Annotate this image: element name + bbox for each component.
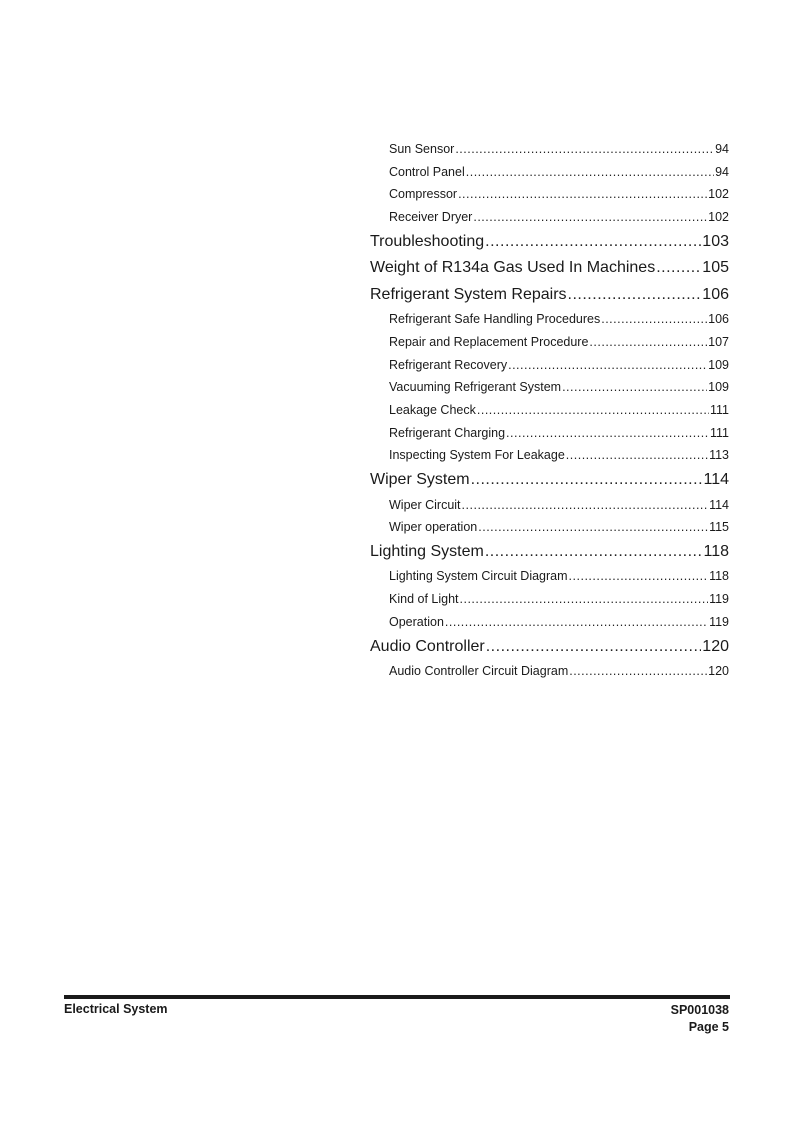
toc-entry-page: 109	[708, 380, 729, 395]
toc-leader-dots	[458, 183, 707, 206]
toc-entry-page: 118	[703, 542, 729, 560]
toc-entry-title: Audio Controller	[370, 637, 485, 655]
toc-entry[interactable]	[389, 444, 729, 467]
toc-entry[interactable]	[389, 422, 729, 445]
toc-leader-dots	[485, 229, 701, 256]
toc-leader-dots	[485, 539, 703, 566]
toc-entry-page: 94	[715, 142, 729, 156]
toc-entry-page: 114	[709, 497, 729, 512]
toc-entry-page: 105	[702, 259, 729, 277]
toc-leader-dots	[473, 206, 707, 229]
toc-entry[interactable]	[389, 494, 729, 517]
toc-entry-title: Leakage Check	[389, 403, 476, 417]
toc-entry[interactable]	[370, 634, 729, 661]
toc-leader-dots	[466, 161, 714, 184]
toc-leader-dots	[601, 308, 707, 331]
toc-entry[interactable]	[389, 376, 729, 399]
toc-leader-dots	[569, 565, 709, 588]
toc-entry-title: Sun Sensor	[389, 142, 455, 156]
toc-entry-page: 111	[709, 403, 729, 417]
toc-leader-dots	[506, 422, 709, 445]
toc-entry-page: 113	[709, 448, 729, 463]
toc-entry-title: Refrigerant Recovery	[389, 357, 508, 372]
toc-entry-page: 120	[708, 664, 729, 678]
toc-entry[interactable]	[389, 399, 729, 422]
toc-entry[interactable]	[389, 565, 729, 588]
footer-rule	[64, 995, 730, 999]
toc-entry[interactable]	[389, 183, 729, 206]
footer-page-number: Page 5	[688, 1020, 729, 1034]
toc-entry-title: Control Panel	[389, 164, 465, 179]
toc-entry-page: 119	[709, 614, 729, 629]
table-of-contents	[370, 138, 729, 683]
toc-entry-page: 120	[702, 637, 729, 655]
toc-entry-page: 118	[709, 569, 729, 584]
toc-entry-title: Audio Controller Circuit Diagram	[389, 664, 569, 678]
toc-entry-page: 109	[708, 357, 729, 372]
toc-entry[interactable]	[370, 229, 729, 256]
toc-entry-title: Troubleshooting	[370, 232, 485, 250]
toc-entry[interactable]	[389, 354, 729, 377]
toc-entry-page: 107	[708, 334, 729, 349]
toc-entry-title: Lighting System Circuit Diagram	[389, 569, 568, 584]
footer-section-title: Electrical System	[64, 1002, 168, 1016]
toc-entry[interactable]	[389, 660, 729, 683]
toc-entry-title: Kind of Light	[389, 592, 459, 607]
toc-entry-page: 106	[708, 312, 729, 327]
toc-entry-page: 119	[709, 592, 729, 607]
toc-leader-dots	[445, 611, 708, 634]
toc-entry-title: Weight of R134a Gas Used In Machines	[370, 259, 656, 277]
toc-entry[interactable]	[389, 308, 729, 331]
toc-entry[interactable]	[370, 255, 729, 282]
toc-entry[interactable]	[389, 206, 729, 229]
toc-entry-title: Refrigerant Charging	[389, 425, 506, 440]
toc-entry-page: 111	[709, 425, 729, 440]
toc-entry-page: 102	[708, 210, 729, 225]
toc-entry-title: Refrigerant System Repairs	[370, 285, 567, 303]
toc-entry-page: 114	[703, 471, 729, 489]
toc-leader-dots	[486, 634, 702, 661]
toc-entry[interactable]	[370, 467, 729, 494]
toc-entry-page: 106	[702, 285, 729, 303]
toc-entry-page: 102	[708, 187, 729, 202]
toc-entry-title: Wiper operation	[389, 520, 478, 535]
toc-entry[interactable]	[389, 331, 729, 354]
toc-entry[interactable]	[370, 282, 729, 309]
toc-leader-dots	[566, 444, 708, 467]
toc-entry-page: 115	[709, 520, 729, 535]
footer-doc-number: SP001038	[670, 1003, 729, 1017]
toc-entry-title: Vacuuming Refrigerant System	[389, 380, 562, 395]
toc-leader-dots	[462, 494, 709, 517]
toc-leader-dots	[460, 588, 709, 611]
toc-leader-dots	[569, 660, 707, 683]
toc-leader-dots	[455, 138, 714, 161]
toc-leader-dots	[562, 376, 707, 399]
toc-entry-title: Wiper Circuit	[389, 497, 461, 512]
toc-entry-title: Repair and Replacement Procedure	[389, 334, 589, 349]
toc-entry[interactable]	[389, 138, 729, 161]
toc-leader-dots	[508, 354, 707, 377]
toc-leader-dots	[589, 331, 707, 354]
toc-entry[interactable]	[389, 516, 729, 539]
toc-entry[interactable]	[389, 161, 729, 184]
toc-entry-title: Receiver Dryer	[389, 210, 473, 225]
toc-entry-title: Lighting System	[370, 542, 484, 560]
toc-entry-page: 94	[715, 164, 729, 179]
toc-entry-title: Compressor	[389, 187, 458, 202]
toc-entry[interactable]	[389, 588, 729, 611]
toc-leader-dots	[656, 255, 701, 282]
toc-leader-dots	[478, 516, 708, 539]
toc-entry-title: Inspecting System For Leakage	[389, 448, 565, 463]
toc-entry[interactable]	[389, 611, 729, 634]
toc-entry[interactable]	[370, 539, 729, 566]
toc-entry-title: Operation	[389, 614, 444, 629]
toc-leader-dots	[568, 282, 702, 309]
footer-info	[671, 1002, 729, 1036]
toc-entry-page: 103	[702, 232, 729, 250]
toc-leader-dots	[471, 467, 703, 494]
toc-entry-title: Refrigerant Safe Handling Procedures	[389, 312, 601, 327]
toc-entry-title: Wiper System	[370, 471, 470, 489]
toc-leader-dots	[477, 399, 709, 422]
